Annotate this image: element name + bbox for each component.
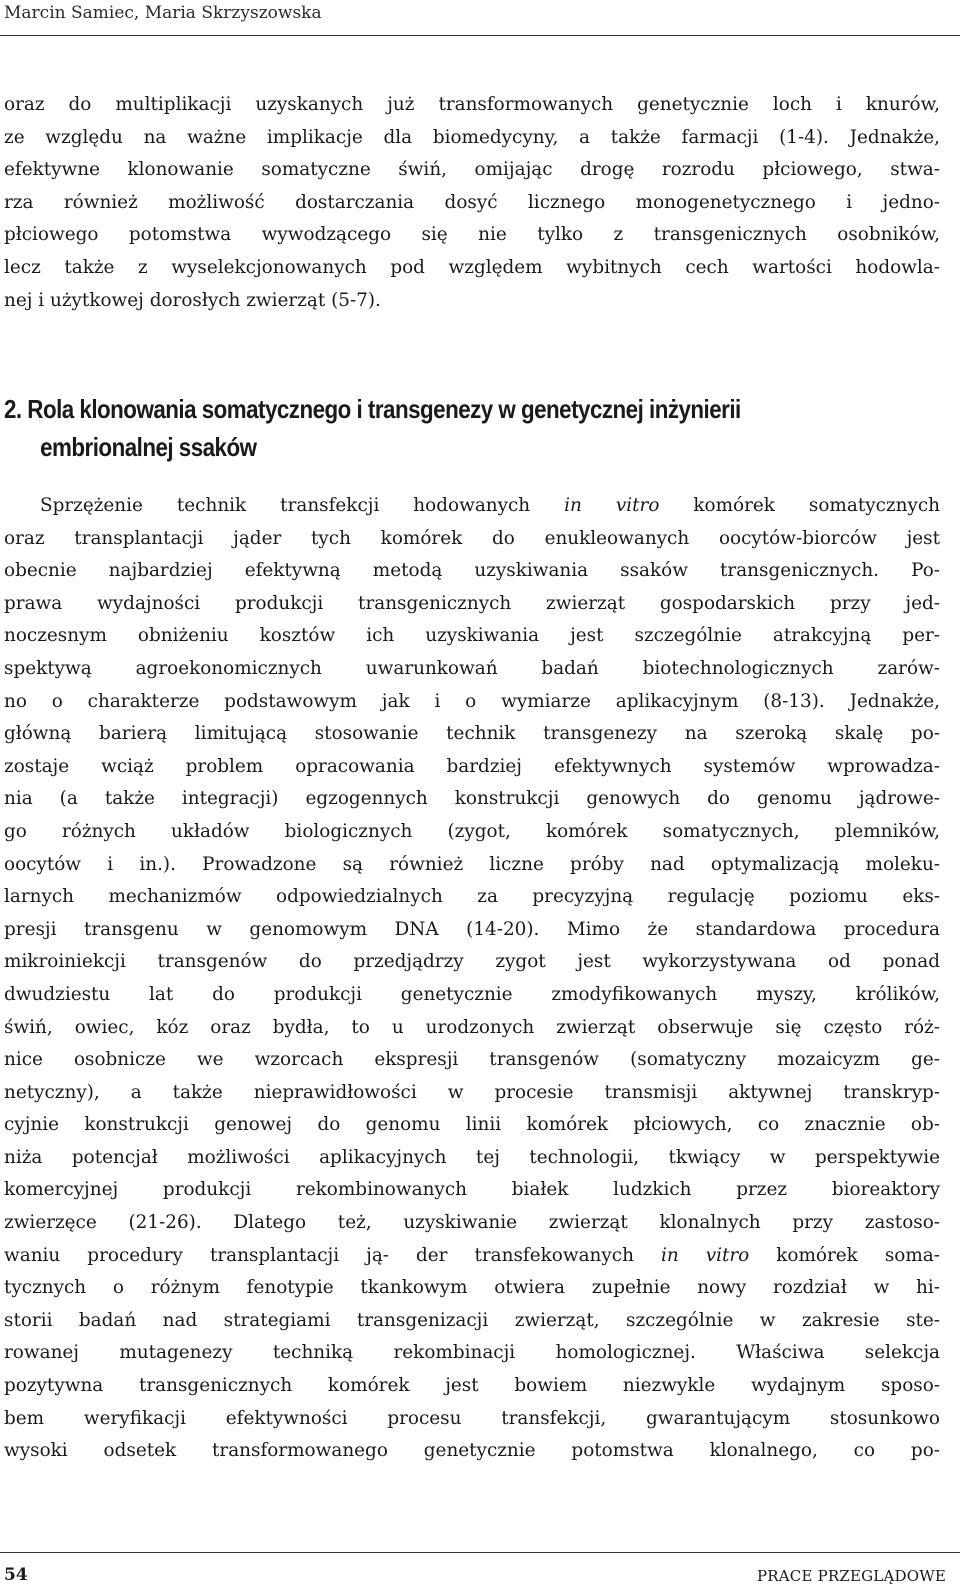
paragraph-main [4,490,940,1468]
text-line: zostaje wciąż problem opracowania bardziej efektywnych systemów wprowadza- [4,755,940,777]
text-line: oocytów i in.). Prowadzone są również liczne próby nad optymalizacją moleku- [4,853,940,875]
text-line: rowanej mutagenezy techniką rekombinacji homologicznej. Właściwa selekcja [4,1342,940,1364]
text-line: oraz do multiplikacji uzyskanych już transformowanych genetycznie loch i knurów, [4,94,940,115]
text-line: dwudziestu lat do produkcji genetycznie zmodyfikowanych myszy, królików, [4,983,940,1005]
text-line: efektywne klonowanie somatyczne świń, omijając drogę rozrodu płciowego, stwa- [4,159,940,181]
text-line: prawa wydajności produkcji transgenicznych zwierząt gospodarskich przy jed- [4,592,940,614]
text-line: mikroiniekcji transgenów do przedjądrzy zygot jest wykorzystywana od ponad [4,951,940,973]
text-line: komercyjnej produkcji rekombinowanych białek ludzkich przez bioreaktory [4,1179,940,1201]
text-line: główną barierą limitującą stosowanie technik transgenezy na szeroką skalę po- [4,723,940,745]
section-heading-line: 2. Rola klonowania somatycznego i transgenezy w genetycznej inżynierii [4,394,741,424]
text-line: no o charakterze podstawowym jak i o wymiarze aplikacyjnym (8-13). Jednakże, [4,690,940,712]
text-line: obecnie najbardziej efektywną metodą uzyskiwania ssaków transgenicznych. Po- [4,560,940,582]
italic-term: in vitro [564,495,660,516]
text-line: świń, owiec, kóz oraz bydła, to u urodzonych zwierząt obserwuje się często róż- [4,1016,940,1038]
italic-term: in vitro [660,1244,750,1266]
text-line: nice osobnicze we wzorcach ekspresji transgenów (somatyczny mozaicyzm ge- [4,1049,940,1071]
text-run: Sprzężenie technik transfekcji hodowanych [40,495,565,516]
text-line: zwierzęce (21-26). Dlatego też, uzyskiwanie zwierząt klonalnych przy zastoso- [4,1212,940,1234]
text-line: netyczny), a także nieprawidłowości w procesie transmisji aktywnej transkryp- [4,1081,940,1103]
text-line: pozytywna transgenicznych komórek jest bowiem niezwykle wydajnym sposo- [4,1375,940,1397]
text-run: waniu procedury transplantacji ją- der transfekowanych [4,1244,661,1266]
journal-section-label: PRACE PRZEGLĄDOWE [756,1567,946,1585]
header-rule [0,35,960,36]
footer-rule [0,1552,960,1553]
text-line: go różnych układów biologicznych (zygot, komórek somatycznych, plemników, [4,820,940,842]
text-line: ze względu na ważne implikacje dla biomedycyny, a także farmacji (1-4). Jednakże, [4,126,940,148]
text-line: storii badań nad strategiami transgenizacji zwierząt, szczególnie w zakresie ste- [4,1309,940,1331]
text-run: komórek soma- [749,1244,940,1266]
text-line: nia (a także integracji) egzogennych konstrukcji genowych do genomu jądrowe- [4,788,940,810]
text-line: cyjnie konstrukcji genowej do genomu linii komórek płciowych, co znacznie ob- [4,1114,940,1136]
text-line: larnych mechanizmów odpowiedzialnych za precyzyjną regulację poziomu eks- [4,886,940,908]
text-line: lecz także z wyselekcjonowanych pod względem wybitnych cech wartości hodowla- [4,256,940,278]
text-line [4,490,940,523]
page-number: 54 [4,1565,28,1585]
text-run: komórek somatycznych [659,495,940,516]
text-line: niża potencjał możliwości aplikacyjnych tej technologii, tkwiący w perspektywie [4,1146,940,1168]
text-line: wysoki odsetek transformowanego genetycznie potomstwa klonalnego, co po- [4,1440,940,1462]
text-line: noczesnym obniżeniu kosztów ich uzyskiwania jest szczególnie atrakcyjną per- [4,625,940,647]
text-line: spektywą agroekonomicznych uwarunkowań badań biotechnologicznych zarów- [4,657,940,679]
text-line: rza również możliwość dostarczania dosyć licznego monogenetycznego i jedno- [4,191,940,213]
text-line [4,1240,940,1273]
running-head-authors: Marcin Samiec, Maria Skrzyszowska [4,3,322,23]
paragraph-continuation [4,89,940,317]
text-line: nej i użytkowej dorosłych zwierząt (5-7). [4,289,381,311]
section-heading [4,390,941,466]
text-line: płciowego potomstwa wywodzącego się nie tylko z transgenicznych osobników, [4,224,940,246]
text-line: bem weryfikacji efektywności procesu transfekcji, gwarantującym stosunkowo [4,1407,940,1429]
text-line: presji transgenu w genomowym DNA (14-20). Mimo że standardowa procedura [4,918,940,940]
text-line: tycznych o różnym fenotypie tkankowym otwiera zupełnie nowy rozdział w hi- [4,1277,940,1299]
text-line: oraz transplantacji jąder tych komórek do enukleowanych oocytów-biorców jest [4,527,940,549]
section-heading-line: embrionalnej ssaków [40,432,257,462]
